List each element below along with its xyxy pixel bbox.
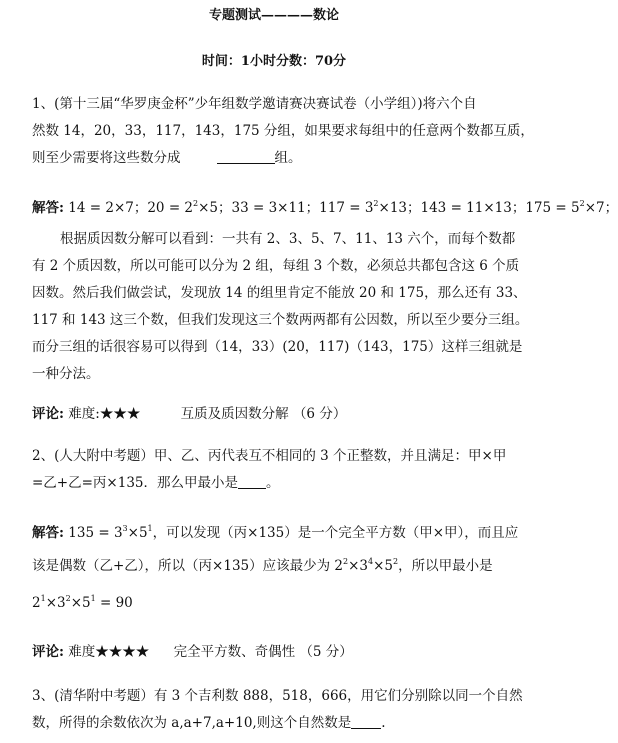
exponent: 1	[90, 594, 96, 603]
answer-1-para-3: 因数。然后我们做尝试，发现放 14 的组里肯定不能放 20 和 175，那么还有 33、	[32, 285, 527, 301]
exponent: 4	[368, 557, 374, 566]
answer-2-line-3	[32, 593, 133, 613]
question-3-line-2-end: .	[381, 715, 386, 731]
comment-topic: 互质及质因数分解	[180, 406, 289, 422]
answer-1-para-6: 一种分法。	[32, 366, 100, 382]
math-text: ×3	[45, 595, 66, 611]
answer-blank	[351, 728, 381, 729]
comment-2	[32, 642, 353, 662]
math-text: ×3	[348, 558, 369, 574]
comment-label: 评论:	[32, 406, 64, 422]
question-2-line-2	[32, 473, 280, 493]
factor-text: ×7；	[584, 200, 618, 216]
question-2-line-2-end: 。	[266, 475, 280, 491]
answer-label: 解答:	[32, 525, 64, 541]
answer-1-para-1: 根据质因数分解可以看到：一共有 2、3、5、7、11、13 六个，而每个数都	[60, 231, 516, 247]
factor-text: 14 = 2×7；20 = 2	[68, 200, 194, 216]
difficulty-label: 难度	[68, 644, 96, 660]
exponent: 2	[393, 557, 399, 566]
question-3-line-2	[32, 713, 386, 733]
question-1-line-3-end: 组。	[274, 150, 302, 166]
answer-1-para-5: 而分三组的话很容易可以得到（14，33）(20，117)（143，175）这样三组就是	[32, 339, 523, 355]
question-3-line-2-text: 数，所得的余数依次为 a,a+7,a+10,则这个自然数是	[32, 715, 352, 731]
answer-1-para-2: 有 2 个质因数，所以可能可以分为 2 组，每组 3 个数，必须总共都包含这 6 个质	[32, 258, 520, 274]
question-1-line-3-text: 则至少需要将这些数分成	[32, 150, 181, 166]
factor-text: ×5；33 = 3×11；117 = 3	[198, 200, 374, 216]
answer-label: 解答:	[32, 200, 64, 216]
exponent: 2	[343, 557, 349, 566]
difficulty-label: 难度:	[68, 406, 100, 422]
math-text: 2	[32, 595, 41, 611]
difficulty-stars: ★★★	[99, 406, 141, 422]
exponent: 2	[579, 199, 585, 208]
answer-2-line-1	[32, 523, 518, 543]
math-text: ×5	[70, 595, 91, 611]
comment-1	[32, 404, 346, 424]
comment-score: （6 分）	[292, 406, 347, 422]
page-subtitle: 时间：1小时分数：70分	[201, 54, 347, 69]
answer-1-para-4: 117 和 143 这三个数，但我们发现这三个数两两都有公因数，所以至少要分三组。	[32, 312, 529, 328]
exponent: 1	[147, 524, 153, 533]
math-text: ，所以甲最小是	[398, 558, 493, 574]
question-2-line-2-text: =乙+乙=丙×135．那么甲最小是	[32, 475, 239, 491]
math-text: 该是偶数（乙+乙），所以（丙×135）应该最少为 2	[32, 558, 344, 574]
comment-topic: 完全平方数、奇偶性	[173, 644, 296, 660]
comment-score: （5 分）	[299, 644, 353, 660]
comment-label: 评论:	[32, 644, 64, 660]
factor-text: ×13；143 = 11×13；175 = 5	[378, 200, 580, 216]
difficulty-stars: ★★★★	[95, 644, 150, 660]
exponent: 2	[193, 199, 199, 208]
exponent: 3	[122, 524, 128, 533]
math-text: = 90	[95, 595, 133, 611]
answer-blank	[238, 488, 266, 489]
exponent: 2	[65, 594, 71, 603]
exponent: 2	[373, 199, 379, 208]
math-text: ×5	[127, 525, 148, 541]
answer-blank	[217, 163, 275, 164]
question-3-line-1: 3、(清华附中考题）有 3 个吉利数 888，518，666，用它们分别除以同一个自然	[32, 688, 523, 704]
question-1-line-3	[32, 148, 302, 168]
math-text: ，可以发现（丙×135）是一个完全平方数（甲×甲），而且应	[152, 525, 519, 541]
math-text: ×5	[373, 558, 394, 574]
math-text: 135 = 3	[68, 525, 123, 541]
answer-2-line-2	[32, 556, 493, 576]
question-1-line-2: 然数 14，20，33，117，143，175 分组，如果要求每组中的任意两个数都互质，	[32, 123, 534, 139]
page-title: 专题测试————数论	[208, 8, 339, 23]
question-1-line-1: 1、(第十三届“华罗庚金杯”少年组数学邀请赛决赛试卷（小学组）)将六个自	[32, 96, 477, 112]
question-2-line-1: 2、(人大附中考题）甲、乙、丙代表互不相同的 3 个正整数，并且满足：甲×甲	[32, 448, 507, 464]
answer-1-factorization	[32, 198, 618, 218]
exponent: 1	[40, 594, 46, 603]
